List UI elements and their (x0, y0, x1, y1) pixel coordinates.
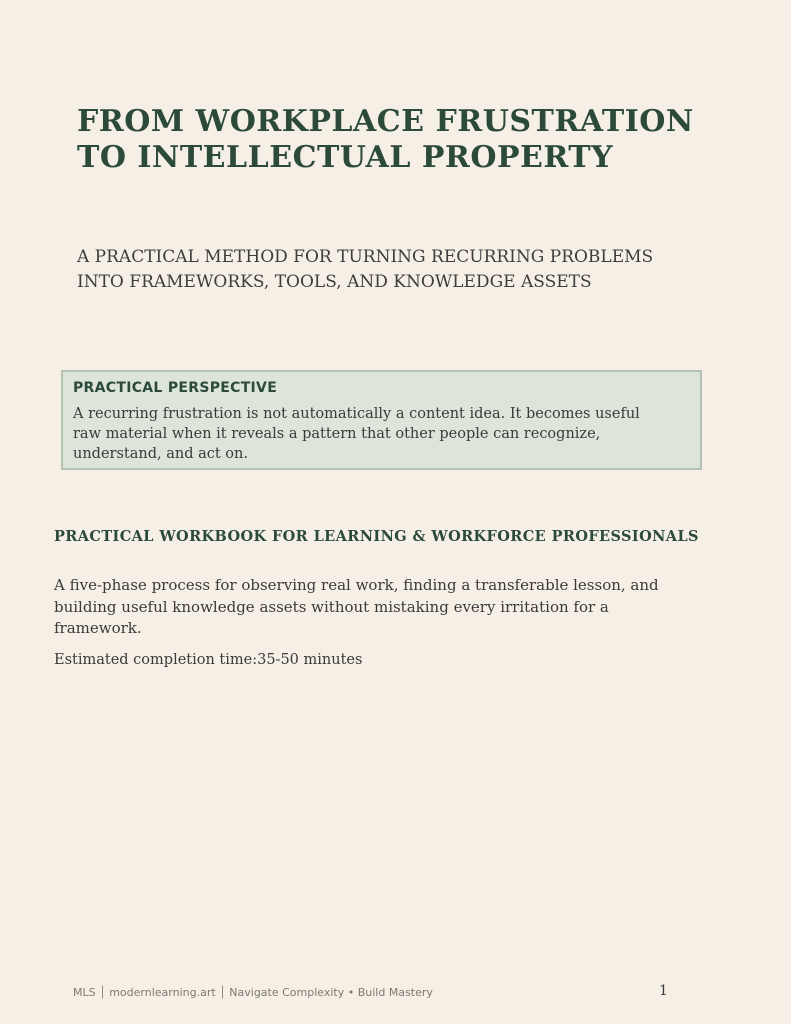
document-subtitle-line-1: A PRACTICAL METHOD FOR TURNING RECURRING PROBLEMS (77, 247, 654, 267)
page-footer: MLS │ modernlearning.art │ Navigate Complexity • Build Mastery (73, 986, 433, 999)
workbook-intro-line-1: A five-phase process for observing real work, finding a transferable lesson, and (54, 576, 659, 594)
workbook-intro-line-2: building useful knowledge assets without mistaking every irritation for a (54, 597, 609, 616)
document-title (77, 104, 737, 176)
callout-body-line-3: understand, and act on. (73, 446, 248, 462)
document-title-line-2: TO INTELLECTUAL PROPERTY (77, 140, 614, 175)
document-subtitle-line-2: INTO FRAMEWORKS, TOOLS, AND KNOWLEDGE ASSETS (77, 272, 592, 292)
callout-body-line-2: raw material when it reveals a pattern that other people can recognize, (73, 426, 601, 442)
estimated-completion-time: Estimated completion time:35-50 minutes (54, 652, 363, 668)
document-subtitle (77, 245, 737, 295)
document-title-line-1: FROM WORKPLACE FRUSTRATION (77, 104, 694, 139)
workbook-intro (54, 575, 724, 640)
workbook-intro-line-3: framework. (54, 619, 142, 637)
workbook-heading: PRACTICAL WORKBOOK FOR LEARNING & WORKFORCE PROFESSIONALS (54, 528, 699, 545)
callout-body (73, 404, 690, 464)
page-number: 1 (659, 983, 668, 999)
practical-perspective-callout (61, 370, 702, 470)
callout-heading: PRACTICAL PERSPECTIVE (73, 380, 278, 396)
callout-body-line-1: A recurring frustration is not automatically a content idea. It becomes useful (73, 406, 640, 422)
